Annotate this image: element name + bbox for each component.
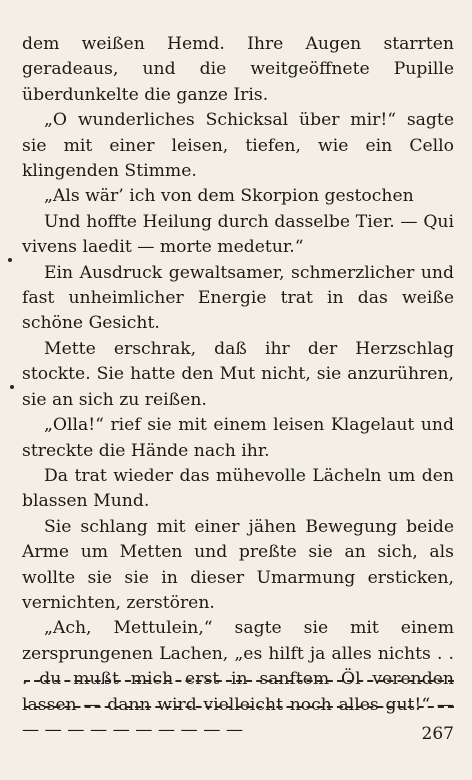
- margin-speck: [8, 258, 12, 262]
- dash-rule-1: [24, 680, 454, 682]
- paragraph-4: Und hoffte Heilung durch dasselbe Tier. — Qui vivens laedit — morte medetur.“: [22, 211, 454, 258]
- paragraph-10: „Ach, Mettulein,“ sagte sie mit einem zersprungenen Lachen, „es hilft ja alles nichts . . . du mußt mich erst in sanftem Öl verenden lassen — dann wird vielleicht noch alles gut!“ — — — — — — — — — — —: [22, 618, 454, 740]
- paragraph-9: Sie schlang mit einer jähen Bewegung beide Arme um Metten und preßte sie an sich, als wollte sie sie in dieser Umarmung ersticken, vernichten, zerstören.: [22, 516, 454, 613]
- paragraph-2: „O wunderliches Schicksal über mir!“ sagte sie mit einer leisen, tiefen, wie ein Cello klingenden Stimme.: [22, 110, 454, 182]
- paragraph-8: Da trat wieder das mühevolle Lächeln um den blassen Mund.: [22, 465, 454, 512]
- dash-rule-2: [24, 706, 454, 708]
- page-number: 267: [421, 724, 454, 744]
- paragraph-6: Mette erschrak, daß ihr der Herzschlag stockte. Sie hatte den Mut nicht, sie anzurühren, sie an sich zu reißen.: [22, 338, 454, 410]
- paragraph-7: „Olla!“ rief sie mit einem leisen Klagelaut und streckte die Hände nach ihr.: [22, 415, 454, 461]
- margin-speck: [10, 385, 14, 389]
- paragraph-5: Ein Ausdruck gewaltsamer, schmerzlicher und fast unheimlicher Energie trat in das weiße schöne Gesicht.: [22, 262, 454, 334]
- body-text: [22, 32, 454, 743]
- paragraph-1: dem weißen Hemd. Ihre Augen starrten geradeaus, und die weitgeöffnete Pupille überdunkelte die ganze Iris.: [22, 34, 454, 105]
- paragraph-3: „Als wär’ ich von dem Skorpion gestochen: [44, 186, 414, 207]
